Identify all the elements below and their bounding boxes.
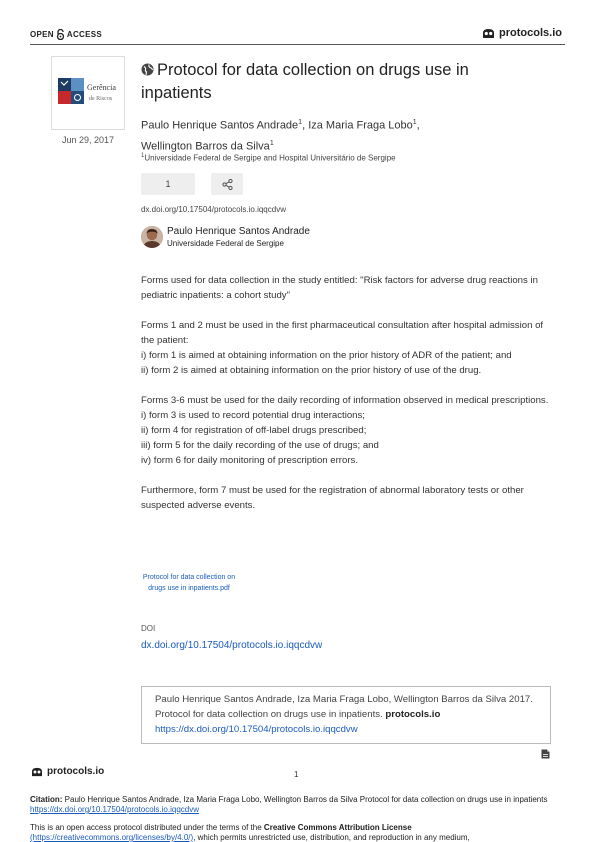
author-2[interactable]: Iza Maria Fraga Lobo	[308, 119, 413, 132]
author-3[interactable]: Wellington Barros da Silva	[141, 140, 270, 153]
works-for-me-count-button[interactable]	[141, 173, 195, 195]
author-2-affil: 1	[412, 119, 417, 126]
share-icon	[222, 179, 233, 190]
citation-label: Citation:	[30, 795, 63, 804]
gerencia-de-riscos-logo	[58, 76, 118, 110]
open-access-badge	[30, 29, 102, 40]
logo-text-line1: Gerência	[87, 83, 116, 92]
copy-citation-icon[interactable]	[541, 749, 550, 759]
license-post: , which permits unrestricted use, distribution, and reproduction in any medium,	[193, 833, 470, 842]
access-label: ACCESS	[66, 30, 103, 39]
primary-author-name[interactable]: Paulo Henrique Santos Andrade	[167, 226, 310, 237]
brand-name: protocols.io	[499, 27, 562, 39]
doi-header-link[interactable]: dx.doi.org/10.17504/protocols.io.iqqcdvw	[141, 205, 286, 214]
attachment-pdf-link[interactable]: Protocol for data collection on drugs use in inpatients.pdf	[142, 574, 236, 592]
license-pre: This is an open access protocol distributed under the terms of the	[30, 823, 262, 832]
description-paragraph: Furthermore, form 7 must be used for the registration of abnormal laboratory tests or other suspected adverse events.	[141, 485, 524, 511]
citation-text: Paulo Henrique Santos Andrade, Iza Maria Fraga Lobo, Wellington Barros da Silva 2017. Protocol for data collection on drugs use in inpatients.	[155, 694, 533, 720]
description-line: Forms 3-6 must be used for the daily recording of information observed in medical prescriptions.	[141, 395, 549, 406]
affiliation-text: Universidade Federal de Sergipe and Hospital Universitário de Sergipe	[144, 153, 396, 163]
footer-citation-url[interactable]: https://dx.doi.org/10.17504/protocols.io.iqqcdvw	[30, 805, 199, 814]
description-paragraph	[141, 318, 551, 378]
description-paragraph	[141, 393, 551, 468]
author-separator: ,	[302, 119, 306, 132]
author-list	[141, 114, 471, 155]
count-value: 1	[165, 179, 171, 189]
publish-date: Jun 29, 2017	[61, 135, 115, 145]
protocols-io-header-logo[interactable]	[482, 27, 562, 39]
doi-link[interactable]: dx.doi.org/10.17504/protocols.io.iqqcdvw	[141, 640, 323, 651]
footer-brand-name: protocols.io	[47, 766, 105, 777]
footer-citation-text: Paulo Henrique Santos Andrade, Iza Maria Fraga Lobo, Wellington Barros da Silva Protocol for data collection on drugs use in inpatients	[64, 795, 548, 804]
public-globe-icon	[141, 63, 154, 76]
description-line: ii) form 2 is aimed at obtaining information on the prior history of use of the drug.	[141, 365, 482, 376]
header-divider	[30, 44, 565, 45]
doi-label: DOI	[141, 624, 156, 633]
affiliation	[141, 153, 396, 163]
citation-box	[141, 686, 551, 744]
citation-brand: protocols.io	[385, 709, 441, 720]
author-1-affil: 1	[298, 119, 303, 126]
footer-license	[30, 823, 570, 842]
protocols-io-footer-logo[interactable]	[31, 766, 104, 777]
footer-citation	[30, 795, 570, 815]
primary-author-affiliation: Universidade Federal de Sergipe	[167, 239, 284, 248]
protocol-description	[141, 273, 551, 513]
license-name: Creative Commons Attribution License	[263, 823, 412, 832]
avatar-photo	[141, 226, 163, 248]
license-url[interactable]: (https://creativecommons.org/licenses/by/4.0/)	[30, 833, 194, 842]
open-lock-icon	[56, 29, 65, 40]
protocols-io-logo-icon	[31, 767, 43, 777]
description-line: iii) form 5 for the daily recording of the use of drugs; and	[141, 440, 379, 451]
description-line: i) form 1 is aimed at obtaining information on the prior history of ADR of the patient; and	[141, 350, 512, 361]
title-text: Protocol for data collection on drugs use in inpatients	[141, 61, 469, 102]
citation-url[interactable]: https://dx.doi.org/10.17504/protocols.io.iqqcdvw	[155, 724, 358, 735]
description-line: ii) form 4 for registration of off-label drugs prescribed;	[141, 425, 367, 436]
description-line: iv) form 6 for daily monitoring of prescription errors.	[141, 455, 358, 466]
protocol-group-logo[interactable]	[51, 56, 125, 130]
author-separator: ,	[416, 119, 420, 132]
protocols-io-logo-icon	[482, 28, 495, 39]
protocol-title	[141, 59, 521, 105]
open-label: OPEN	[30, 30, 54, 39]
description-line: i) form 3 is used to record potential drug interactions;	[141, 410, 365, 421]
logo-text-line2: de Riscos	[89, 96, 113, 102]
author-3-affil: 1	[269, 139, 274, 147]
description-paragraph: Forms used for data collection in the study entitled: "Risk factors for adverse drug reactions in pediatric inpatients: a cohort study"	[141, 275, 538, 301]
author-avatar[interactable]	[141, 226, 163, 248]
author-1[interactable]: Paulo Henrique Santos Andrade	[141, 119, 299, 132]
affiliation-marker: 1	[141, 153, 145, 159]
description-line: Forms 1 and 2 must be used in the first pharmaceutical consultation after hospital admission of the patient:	[141, 320, 544, 346]
page-number: 1	[294, 770, 299, 779]
share-button[interactable]	[211, 173, 243, 195]
